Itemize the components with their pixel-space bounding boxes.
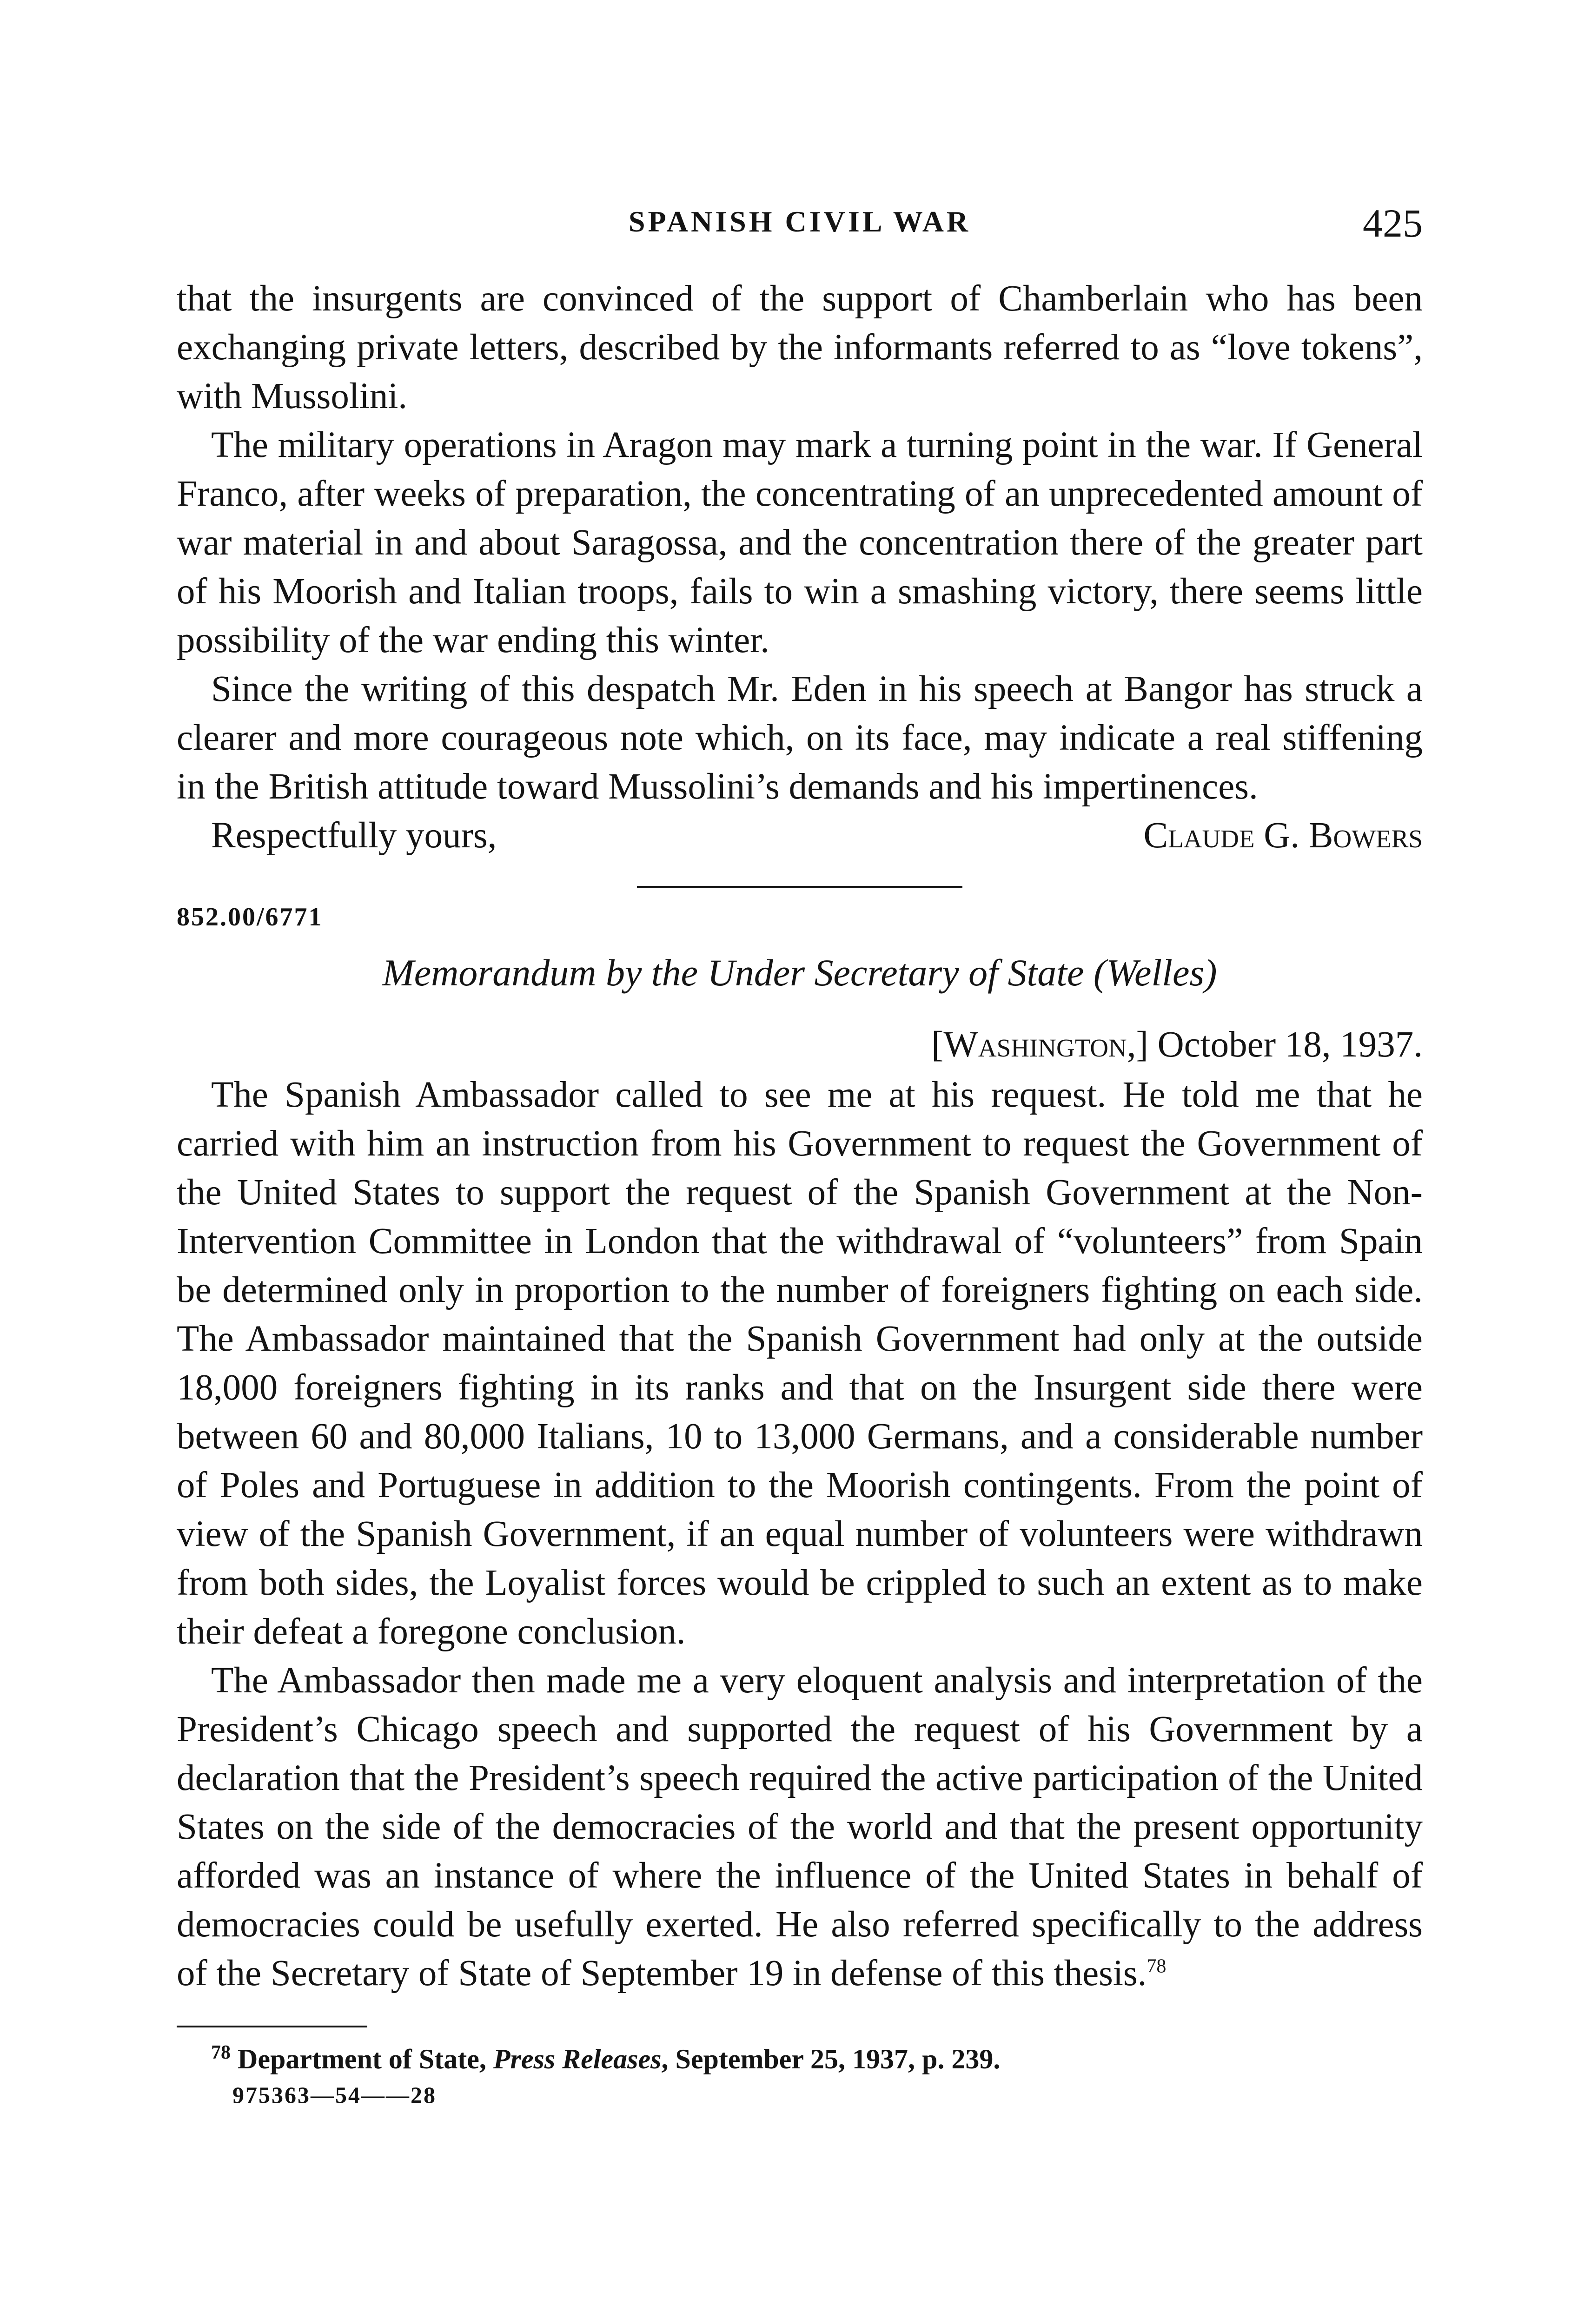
page-number: 425 — [1363, 201, 1423, 245]
file-number: 852.00/6771 — [177, 903, 323, 931]
body-text — [177, 274, 1423, 2111]
despatch-paragraph-1: that the insurgents are convinced of the support of Chamberlain who has been exchanging private letters, described by the informants referred to as “love tokens”, with Mussolini. — [177, 278, 1423, 416]
footnote-publication: Press Releases — [493, 2044, 662, 2074]
dateline-date: October 18, 1937. — [1157, 1024, 1423, 1065]
memorandum-paragraph-2 — [177, 1656, 1423, 1998]
memorandum-title: Memorandum by the Under Secretary of State (Welles) — [382, 951, 1217, 994]
footnote — [177, 2040, 1423, 2079]
memorandum-paragraph-1: The Spanish Ambassador called to see me at his request. He told me that he carried with him an instruction from his Government to request the Government of the United States to support the request of the Spanish Government at the Non-Intervention Committee in London that the withdrawal of “volunteers” from Spain be determined only in proportion to the number of foreigners fighting on each side. The Ambassador maintained that the Spanish Government had only at the outside 18,000 foreigners fighting in its ranks and that on the Insurgent side there were between 60 and 80,000 Italians, 10 to 13,000 Germans, and a considerable number of Poles and Portuguese in addition to the Moorish contingents. From the point of view of the Spanish Government, if an equal number of volunteers were withdrawn from both sides, the Loyalist forces would be crippled to such an extent as to make their defeat a foregone conclusion. — [177, 1075, 1423, 1652]
running-head — [177, 200, 1423, 251]
footnote-text-after: , September 25, 1937, p. 239. — [661, 2044, 1001, 2074]
footnote-divider — [177, 2026, 367, 2027]
running-title: SPANISH CIVIL WAR — [628, 205, 971, 238]
closing-block — [177, 811, 1423, 860]
complimentary-close: Respectfully yours, — [211, 815, 497, 856]
section-divider — [637, 886, 962, 888]
footnote-text-before: Department of State, — [238, 2044, 493, 2074]
print-code: 975363—54——28 — [232, 2082, 437, 2108]
despatch-paragraph-3: Since the writing of this despatch Mr. Eden in his speech at Bangor has struck a clearer and more courageous note which, on its face, may indicate a real stiffening in the British attitude toward Mussolini’s demands and his impertinences. — [177, 669, 1423, 807]
memorandum-paragraph-2-text: The Ambassador then made me a very eloquent analysis and interpretation of the President’s Chicago speech and supported the request of his Government by a declaration that the President’s speech required the active participation of the United States on the side of the democracies of the world and that the present opportunity afforded was an instance of where the influence of the United States in behalf of democracies could be usefully exerted. He also referred specifically to the address of the Secretary of State of September 19 in defense of this thesis. — [177, 1660, 1423, 1994]
despatch-paragraph-2: The military operations in Aragon may mark a turning point in the war. If General Franco, after weeks of preparation, the concentrating of an unprecedented amount of war material in and about Saragossa, and the concentration there of the greater part of his Moorish and Italian troops, fails to win a smashing victory, there seems little possibility of the war ending this winter. — [177, 425, 1423, 660]
signature: Claude G. Bowers — [1143, 815, 1423, 856]
footnote-reference: 78 — [1147, 1955, 1167, 1977]
dateline-place: [Washington,] — [931, 1024, 1148, 1065]
footnote-marker: 78 — [211, 2042, 231, 2063]
dateline — [177, 1019, 1423, 1070]
document-page — [177, 0, 1423, 2324]
